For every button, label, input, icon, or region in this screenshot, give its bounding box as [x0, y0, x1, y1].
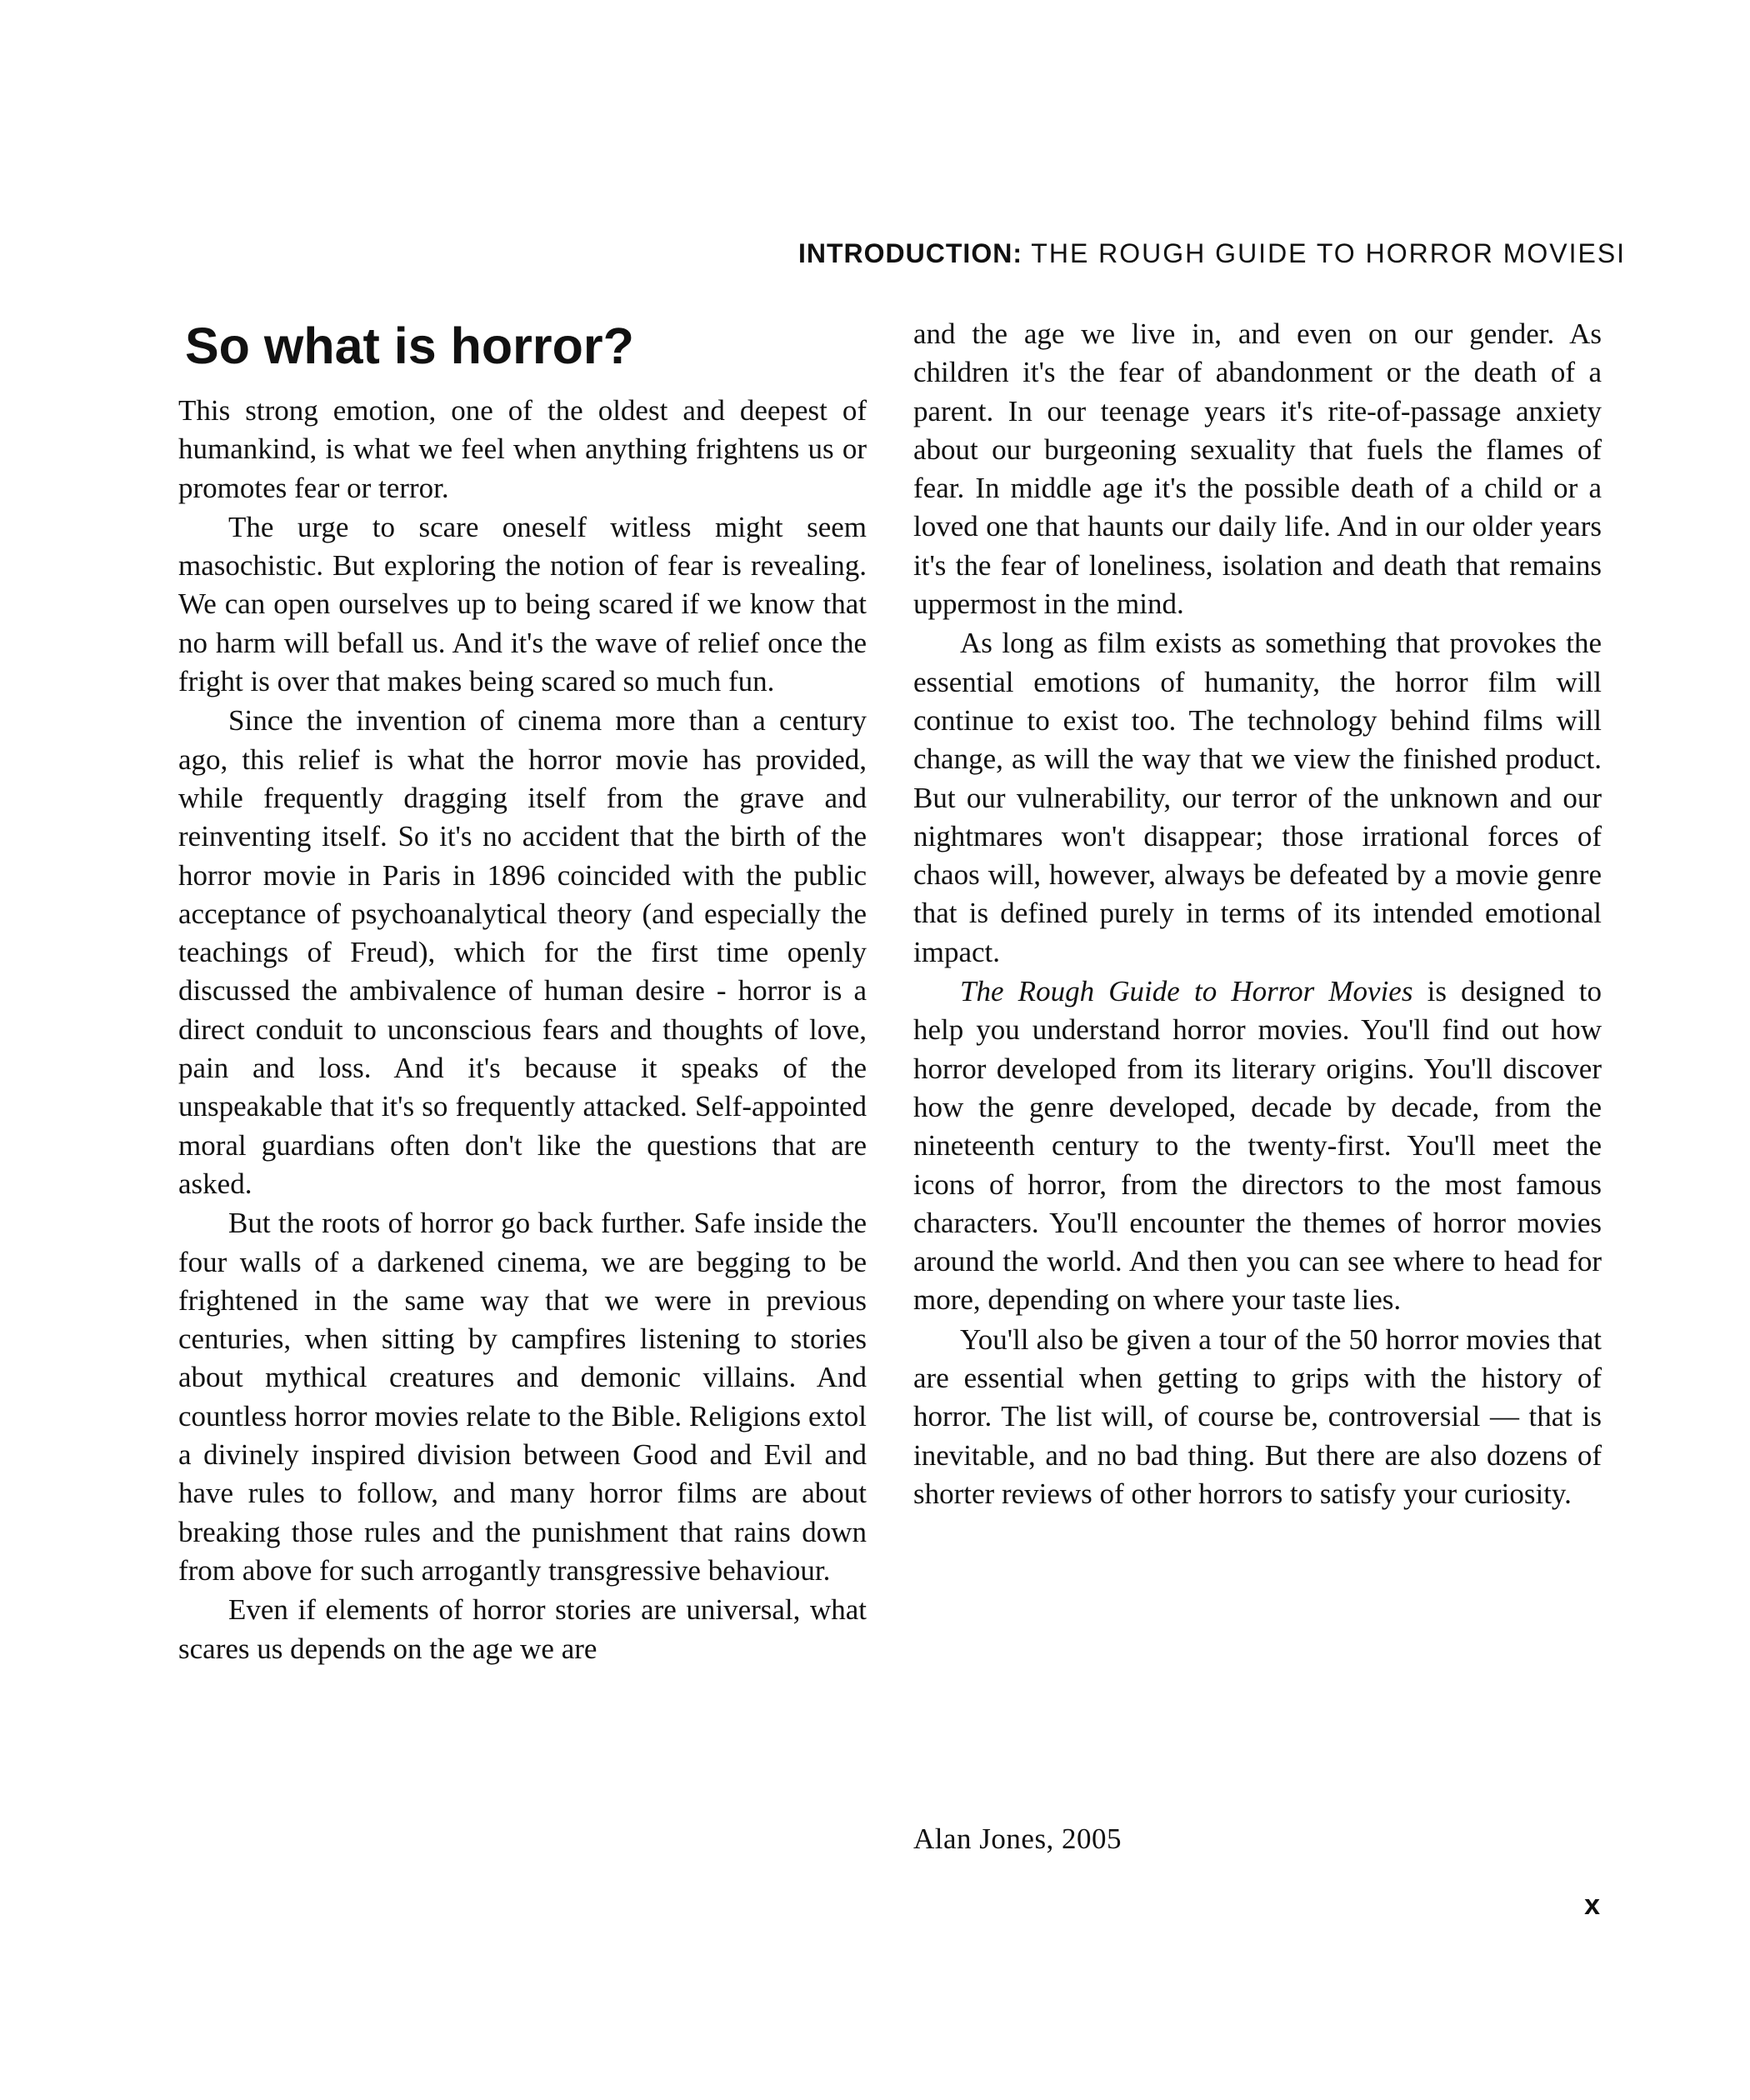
- paragraph-age-continuation: and the age we live in, and even on our gender. As children it's the fear of abandonment or the death of a parent. In our teenage years it's rite-of-passage anxiety about our burgeoning sexuality that fuels the flames of fear. In middle age it's the possible death of a child or a loved one that haunts our daily life. And in our older years it's the fear of loneliness, isolation and death that remains uppermost in the mind.: [913, 318, 1602, 621]
- left-column: [178, 315, 867, 1668]
- paragraph-universal: Even if elements of horror stories are universal, what scares us depends on the age we are: [178, 1593, 867, 1665]
- running-header: [798, 232, 1627, 275]
- paragraph-guide-text: is designed to help you understand horror movies. You'll find out how horror developed from its literary origins. You'll discover how the genre developed, decade by decade, from the nineteenth century to the twenty-first. You'll meet the icons of horror, from the directors to the most famous characters. You'll encounter the themes of horror movies around the world. And then you can see where to head for more, depending on where your taste lies.: [913, 975, 1602, 1317]
- book-title: The Rough Guide to Horror Movies: [960, 975, 1413, 1008]
- paragraph-cinema: Since the invention of cinema more than a century ago, this relief is what the horror movie has provided, while frequently dragging itself from the grave and reinventing itself. So it's no accident that the birth of the horror movie in Paris in 1896 coincided with the public acceptance of psychoanalytical theory (and especially the teachings of Freud), which for the first time openly discussed the ambivalence of human desire - horror is a direct conduit to unconscious fears and thoughts of love, pain and loss. And it's because it speaks of the unspeakable that it's so frequently attacked. Self-appointed moral guardians often don't like the questions that are asked.: [178, 704, 867, 1200]
- page-number: x: [1584, 1889, 1600, 1921]
- right-column: [913, 315, 1602, 1513]
- header-label: INTRODUCTION:: [798, 238, 1022, 268]
- paragraph-film-exists: As long as film exists as something that provokes the essential emotions of humanity, the horror film will continue to exist too. The technology behind films will change, as will the way that we view the finished product. But our vulnerability, our terror of the unknown and our nightmares won't disappear; those irrational forces of chaos will, however, always be defeated by a movie genre that is defined purely in terms of its intended emotional impact.: [913, 627, 1602, 968]
- paragraph-roots: But the roots of horror go back further. Safe inside the four walls of a darkened cinema, we are begging to be frightened in the same way that we were in previous centuries, when sitting by campfires listening to stories about mythical creatures and demonic villains. And countless horror movies relate to the Bible. Religions extol a divinely inspired division between Good and Evil and have rules to follow, and many horror films are about breaking those rules and the punishment that rains down from above for such arrogantly transgressive behaviour.: [178, 1207, 867, 1587]
- section-title: So what is horror?: [185, 318, 634, 374]
- paragraph-tour: You'll also be given a tour of the 50 horror movies that are essential when getting to grips with the history of horror. The list will, of course be, controversial — that is inevitable, and no bad thing. But there are also dozens of shorter reviews of other horrors to satisfy your curiosity.: [913, 1322, 1602, 1510]
- author-signature: Alan Jones, 2005: [913, 1822, 1122, 1855]
- paragraph-urge: The urge to scare oneself witless might seem masochistic. But exploring the notion of fear is revealing. We can open ourselves up to being scared if we know that no harm will befall us. And it's the wave of relief once the fright is over that makes being scared so much fun.: [178, 510, 867, 698]
- paragraph-guide: [913, 972, 1602, 1320]
- header-title: THE ROUGH GUIDE TO HORROR MOVIESI: [1022, 238, 1627, 268]
- paragraph-intro: This strong emotion, one of the oldest and deepest of humankind, is what we feel when anything frightens us or promotes fear or terror.: [178, 394, 867, 504]
